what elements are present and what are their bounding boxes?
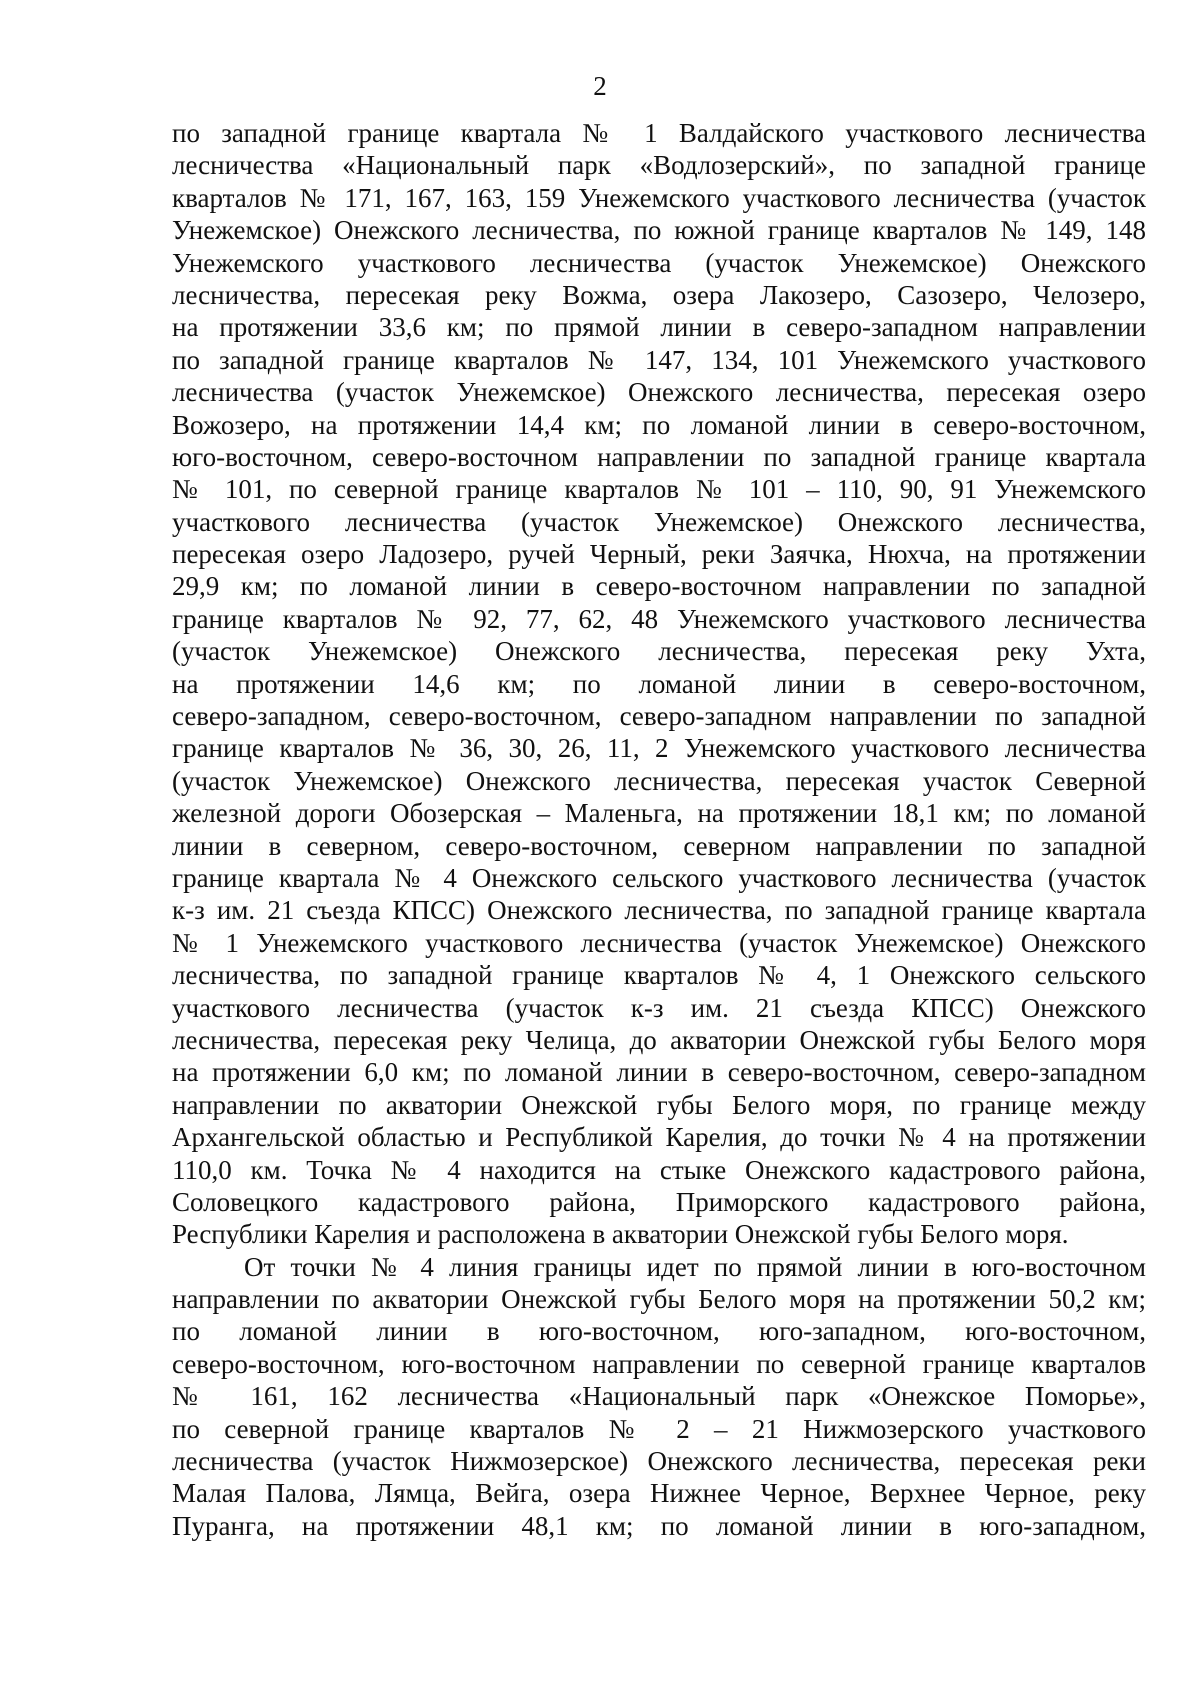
text-line: Республики Карелия и расположена в акватории Онежской губы Белого моря.	[172, 1219, 1069, 1250]
text-line: № 1 Унежемского участкового лесничества (участок Унежемское) Онежского	[172, 927, 1146, 958]
paragraph	[172, 1251, 1146, 1543]
text-line: участкового лесничества (участок к-з им. 21 съезда КПСС) Онежского	[172, 992, 1146, 1023]
text-line: кварталов № 171, 167, 163, 159 Унежемского участкового лесничества (участок	[172, 182, 1146, 213]
text-line: № 161, 162 лесничества «Национальный парк «Онежское Поморье»,	[172, 1381, 1146, 1412]
text-line: юго-восточном, северо-восточном направлении по западной границе квартала	[172, 441, 1146, 472]
text-line: лесничества, по западной границе кварталов № 4, 1 Онежского сельского	[172, 960, 1146, 991]
text-line: Соловецкого кадастрового района, Приморского кадастрового района,	[172, 1186, 1146, 1217]
text-line: Унежемское) Онежского лесничества, по южной границе кварталов № 149, 148	[172, 215, 1146, 246]
text-line: на протяжении 14,6 км; по ломаной линии в северо-восточном,	[172, 668, 1146, 699]
text-line: 29,9 км; по ломаной линии в северо-восточном направлении по западной	[172, 571, 1146, 602]
text-line: по западной границе квартала № 1 Валдайского участкового лесничества	[172, 118, 1146, 148]
text-line: на протяжении 33,6 км; по прямой линии в северо-западном направлении	[172, 312, 1146, 343]
text-line: границе кварталов № 92, 77, 62, 48 Унежемского участкового лесничества	[172, 603, 1146, 634]
text-line: линии в северном, северо-восточном, северном направлении по западной	[172, 830, 1146, 861]
text-line: лесничества, пересекая реку Челица, до акватории Онежской губы Белого моря	[172, 1024, 1146, 1055]
text-line: От точки № 4 линия границы идет по прямой линии в юго-восточном	[244, 1251, 1146, 1282]
text-line: по ломаной линии в юго-восточном, юго-западном, юго-восточном,	[172, 1316, 1146, 1347]
text-line: северо-западном, северо-восточном, северо-западном направлении по западной	[172, 701, 1146, 732]
text-line: по западной границе кварталов № 147, 134, 101 Унежемского участкового	[172, 344, 1146, 375]
page-number: 2	[593, 71, 607, 101]
text-line: железной дороги Обозерская – Маленьга, на протяжении 18,1 км; по ломаной	[172, 798, 1146, 829]
text-line: направлении по акватории Онежской губы Белого моря, по границе между	[172, 1089, 1146, 1120]
text-line: Архангельской областью и Республикой Карелия, до точки № 4 на протяжении	[172, 1122, 1146, 1153]
text-line: участкового лесничества (участок Унежемское) Онежского лесничества,	[172, 506, 1146, 537]
text-line: к-з им. 21 съезда КПСС) Онежского лесничества, по западной границе квартала	[172, 895, 1146, 926]
text-line: лесничества «Национальный парк «Водлозерский», по западной границе	[172, 150, 1146, 181]
text-line: Унежемского участкового лесничества (участок Унежемское) Онежского	[172, 247, 1146, 278]
text-line: направлении по акватории Онежской губы Белого моря на протяжении 50,2 км;	[172, 1284, 1146, 1315]
document-body	[172, 117, 1146, 1542]
text-line: лесничества (участок Нижмозерское) Онежского лесничества, пересекая реки	[172, 1446, 1146, 1477]
text-line: (участок Унежемское) Онежского лесничества, пересекая реку Ухта,	[172, 636, 1146, 667]
text-line: (участок Унежемское) Онежского лесничества, пересекая участок Северной	[172, 765, 1146, 796]
paragraph	[172, 117, 1146, 1251]
text-line: границе квартала № 4 Онежского сельского участкового лесничества (участок	[172, 862, 1146, 893]
text-line: по северной границе кварталов № 2 – 21 Нижмозерского участкового	[172, 1413, 1146, 1444]
text-line: пересекая озеро Ладозеро, ручей Черный, реки Заячка, Нюхча, на протяжении	[172, 539, 1146, 570]
text-line: лесничества, пересекая реку Вожма, озера Лакозеро, Сазозеро, Челозеро,	[172, 279, 1146, 310]
text-line: Пуранга, на протяжении 48,1 км; по ломаной линии в юго-западном,	[172, 1510, 1146, 1541]
text-line: северо-восточном, юго-восточном направлении по северной границе кварталов	[172, 1348, 1146, 1379]
text-line: лесничества (участок Унежемское) Онежского лесничества, пересекая озеро	[172, 377, 1146, 408]
text-line: № 101, по северной границе кварталов № 101 – 110, 90, 91 Унежемского	[172, 474, 1146, 505]
text-line: Вожозеро, на протяжении 14,4 км; по ломаной линии в северо-восточном,	[172, 409, 1146, 440]
text-line: 110,0 км. Точка № 4 находится на стыке Онежского кадастрового района,	[172, 1154, 1146, 1185]
text-line: Малая Палова, Лямца, Вейга, озера Нижнее Черное, Верхнее Черное, реку	[172, 1478, 1146, 1509]
text-line: границе кварталов № 36, 30, 26, 11, 2 Унежемского участкового лесничества	[172, 733, 1146, 764]
text-line: на протяжении 6,0 км; по ломаной линии в северо-восточном, северо-западном	[172, 1057, 1146, 1088]
